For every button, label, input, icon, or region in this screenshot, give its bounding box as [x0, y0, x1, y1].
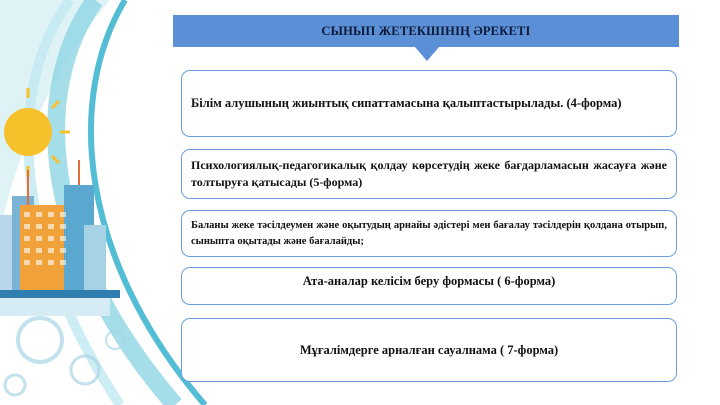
step-box-1	[181, 70, 677, 137]
step-text: Баланы жеке тәсілдеумен және оқытудың арнайы әдістері мен бағалау тәсілдерін қолдана отырып, сыныпта оқытады және бағалайды;	[191, 219, 667, 247]
step-box-2	[181, 149, 677, 199]
step-text: Ата-аналар келісім беру формасы ( 6-форма)	[302, 274, 556, 288]
step-box-4	[181, 267, 677, 305]
step-box-5	[181, 318, 677, 382]
step-box-3	[181, 210, 677, 257]
page-title-text: СЫНЫП ЖЕТЕКШІНІҢ ӘРЕКЕТІ	[321, 23, 531, 38]
step-text: Мұғалімдерге арналған сауалнама ( 7-форма)	[299, 342, 559, 357]
arrow-down-icon	[415, 47, 439, 61]
page-title	[173, 15, 679, 47]
step-text: Білім алушының жиынтық сипаттамасына қалыптастырылады. (4-форма)	[191, 96, 622, 110]
step-text: Психологиялық-педагогикалық қолдау көрсетудің жеке бағдарламасын жасауға және толтыруға қатысады (5-форма)	[191, 158, 667, 189]
